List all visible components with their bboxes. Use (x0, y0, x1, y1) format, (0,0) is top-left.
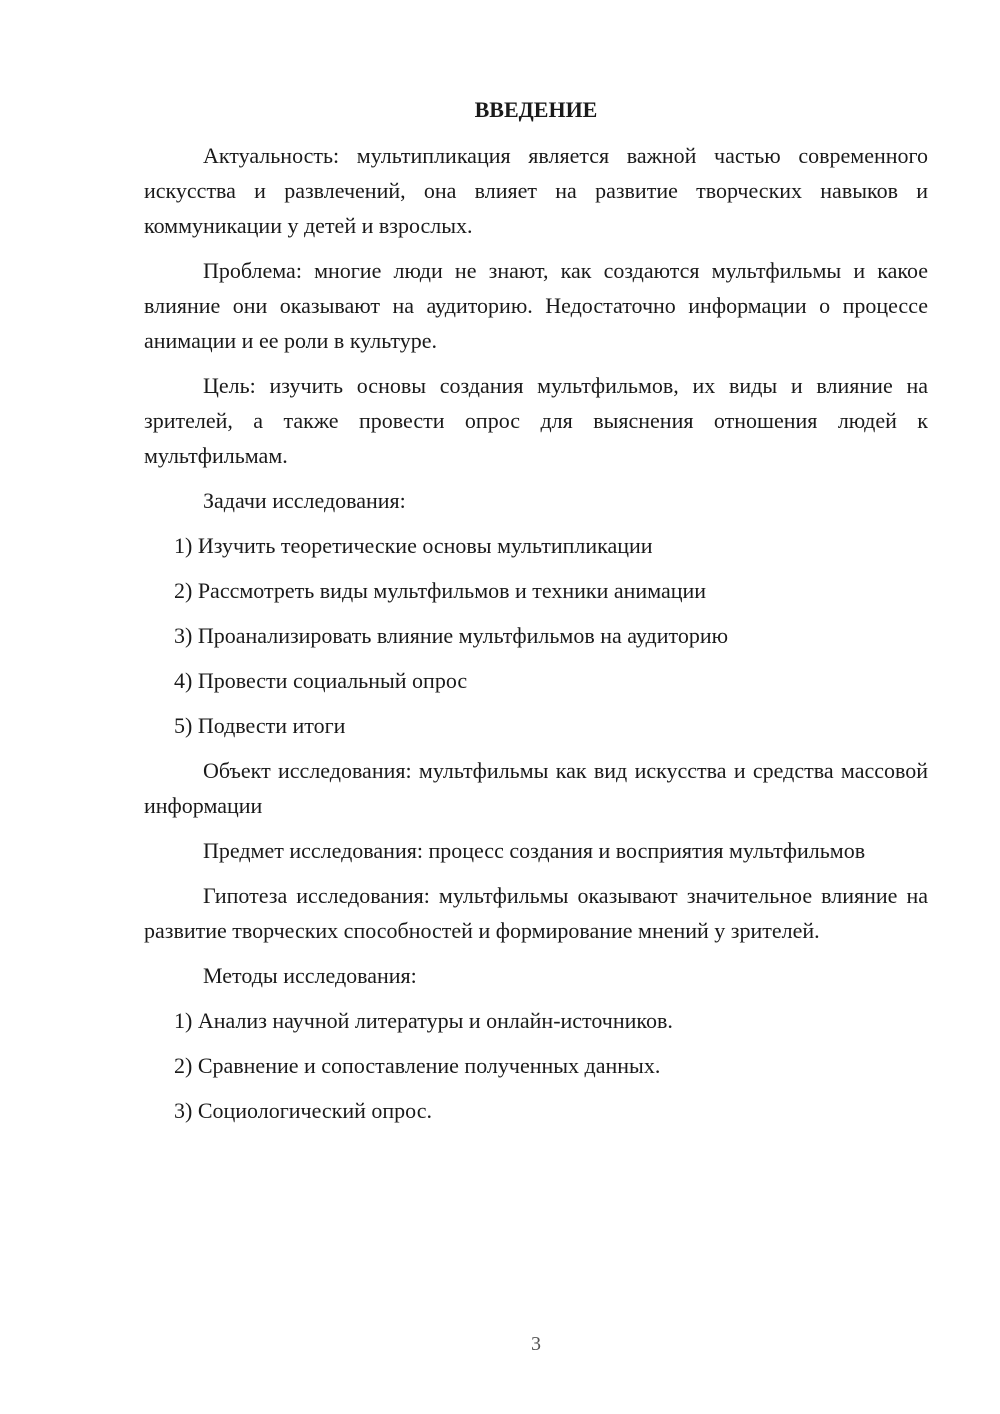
methods-heading: Методы исследования: (203, 963, 417, 988)
tasks-list (144, 528, 928, 743)
paragraph-subject: Предмет исследования: процесс создания и восприятия мультфильмов (203, 838, 866, 863)
list-item: 3) Проанализировать влияние мультфильмов на аудиторию (174, 623, 729, 648)
list-item: 3) Социологический опрос. (174, 1098, 432, 1123)
paragraph-object: Объект исследования: мультфильмы как вид искусства и средства массовой информации (144, 758, 928, 818)
methods-list (144, 1003, 928, 1128)
paragraph-relevance: Актуальность: мультипликация является важной частью современного искусства и развлечений, она влияет на развитие творческих навыков и коммуникации у детей и взрослых. (144, 143, 928, 238)
paragraph-goal: Цель: изучить основы создания мультфильмов, их виды и влияние на зрителей, а также провести опрос для выяснения отношения людей к мультфильмам. (144, 373, 928, 468)
page-body (144, 92, 928, 1138)
list-item: 1) Изучить теоретические основы мультипликации (174, 533, 653, 558)
tasks-heading: Задачи исследования: (203, 488, 406, 513)
page-number: 3 (531, 1333, 541, 1355)
paragraph-hypothesis: Гипотеза исследования: мультфильмы оказывают значительное влияние на развитие творческих способностей и формирование мнений у зрителей. (144, 883, 928, 943)
list-item: 1) Анализ научной литературы и онлайн-источников. (174, 1008, 673, 1033)
list-item: 4) Провести социальный опрос (174, 668, 468, 693)
list-item: 5) Подвести итоги (174, 713, 346, 738)
page-title: ВВЕДЕНИЕ (474, 97, 598, 122)
list-item: 2) Рассмотреть виды мультфильмов и техники анимации (174, 578, 707, 603)
paragraph-problem: Проблема: многие люди не знают, как создаются мультфильмы и какое влияние они оказывают на аудиторию. Недостаточно информации о процессе анимации и ее роли в культуре. (144, 258, 928, 353)
list-item: 2) Сравнение и сопоставление полученных данных. (174, 1053, 661, 1078)
